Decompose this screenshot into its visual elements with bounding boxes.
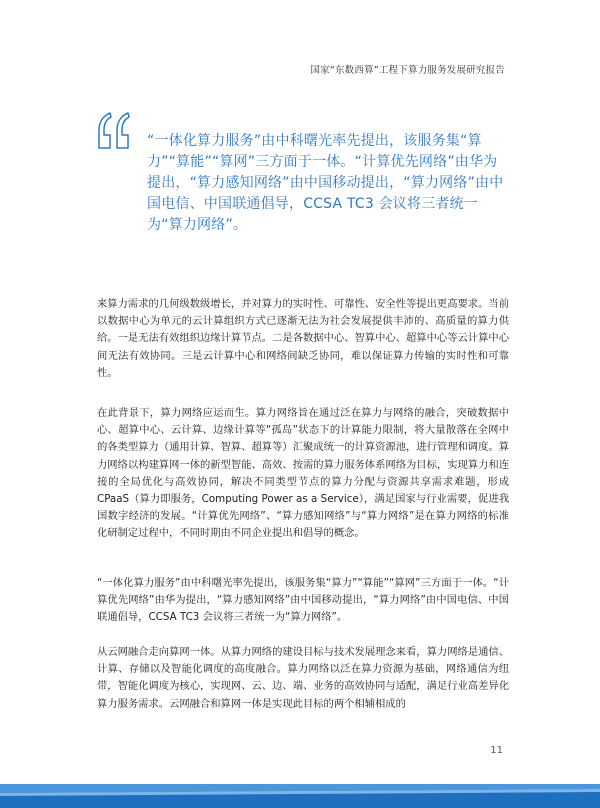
body-paragraph-3: “一体化算力服务”由中科曙光率先提出，该服务集“算力”“算能”“算网”三方面于一体。“计算优先网络”由华为提出，“算力感知网络”由中国移动提出，“算力网络”由中国电信、中国联通倡导，CCSA TC3 会议将三者统一为“算力网络”。 xyxy=(97,577,509,624)
footer-stripes xyxy=(0,784,600,808)
quote-mark-icon xyxy=(97,111,131,151)
body-paragraph-2: 在此背景下，算力网络应运而生。算力网络旨在通过泛在算力与网络的融合，突破数据中心、超算中心、云计算、边缘计算等“孤岛”状态下的计算能力限制，将大量散落在全网中的各类型算力（通用计算、智算、超算等）汇聚成统一的计算资源池，进行管理和调度。算力网络以构建算网一体的新型智能、高效、按需的算力服务体系网络为目标，实现算力和连接的全局优化与高效协同，解决不同类型节点的算力分配与资源共享需求难题，形成 CPaaS（算力即服务，Computing Power as a Service），满足国家与行业需要，促进我国数字经济的发展。“计算优先网络”、“算力感知网络”与“算力网络”是在算力网络的标准化研制定过程中，不同时期由不同企业提出和倡导的概念。 xyxy=(97,407,509,540)
body-paragraph-4: 从云网融合走向算网一体。从算力网络的建设目标与技术发展理念来看，算力网络是通信、计算、存储以及智能化调度的高度融合。算力网络以泛在算力资源为基础，网络通信为纽带，智能化调度为核心，实现网、云、边、端、业务的高效协同与适配，满足行业高差异化算力服务需求。云网融合和算网一体是实现此目标的两个相辅相成的 xyxy=(97,646,509,710)
page-number: 11 xyxy=(490,745,503,756)
footer-bar xyxy=(0,784,600,808)
body-paragraph-1: 来算力需求的几何级数级增长，并对算力的实时性、可靠性、安全性等提出更高要求。当前以数据中心为单元的云计算组织方式已逐渐无法为社会发展提供丰沛的、高质量的算力供给。一是无法有效组织边缘计算节点。二是各数据中心、智算中心、超算中心等云计算中心间无法有效协同。三是云计算中心和网络间缺乏协同，难以保证算力传输的实时性和可靠性。 xyxy=(97,298,509,379)
report-header: 国家“东数西算”工程下算力服务发展研究报告 xyxy=(310,65,505,76)
pull-quote: “一体化算力服务”由中科曙光率先提出，该服务集“算力”“算能”“算网”三方面于一体。“计算优先网络”由华为提出，“算力感知网络”由中国移动提出，“算力网络”由中国电信、中国联通倡导，CCSA TC3 会议将三者统一为“算力网络”。 xyxy=(147,133,504,233)
